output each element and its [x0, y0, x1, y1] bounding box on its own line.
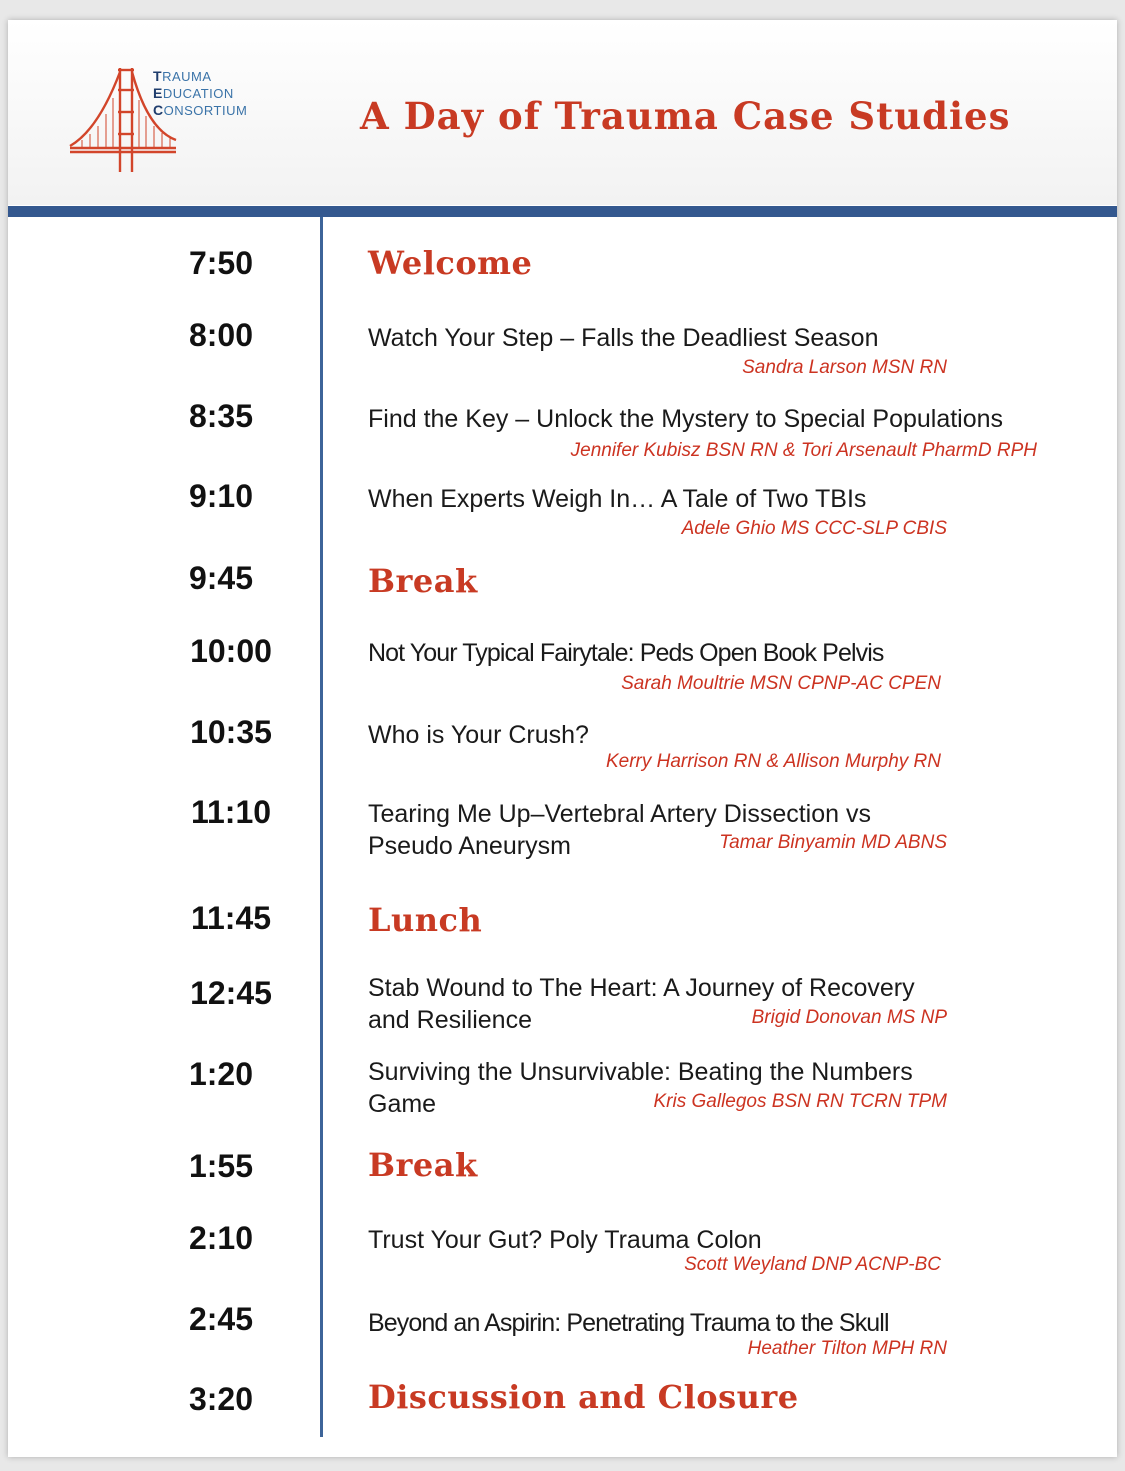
session-speaker: Heather Tilton MPH RN [747, 1338, 947, 1359]
break-label: Welcome [368, 244, 533, 282]
logo-initial-e: E [153, 85, 163, 101]
logo [68, 60, 268, 200]
time-label: 1:55 [188, 1148, 254, 1184]
time-label: 11:45 [190, 900, 272, 936]
page-title: A Day of Trauma Case Studies [360, 94, 1011, 138]
time-label: 8:35 [188, 398, 254, 434]
session-title-line1: Surviving the Unsurvivable: Beating the Numbers [368, 1058, 913, 1086]
logo-word-education: DUCATION [162, 86, 234, 101]
logo-word-consortium: ONSORTIUM [163, 103, 248, 118]
time-label: 2:10 [188, 1220, 254, 1256]
session-speaker: Adele Ghio MS CCC-SLP CBIS [681, 518, 947, 539]
session-speaker: Kris Gallegos BSN RN TCRN TPM [653, 1091, 947, 1112]
session-title-line1: Stab Wound to The Heart: A Journey of Recovery [368, 974, 915, 1002]
session-title: Watch Your Step – Falls the Deadliest Season [368, 324, 879, 352]
logo-word-trauma: RAUMA [162, 69, 212, 84]
break-label: Discussion and Closure [368, 1378, 799, 1416]
session-title: Not Your Typical Fairytale: Peds Open Book Pelvis [368, 639, 884, 667]
time-label: 7:50 [188, 245, 254, 281]
break-label: Break [368, 1146, 478, 1184]
session-title-line2: Pseudo Aneurysm [368, 832, 571, 860]
session-speaker: Kerry Harrison RN & Allison Murphy RN [605, 751, 941, 772]
time-label: 10:00 [190, 633, 272, 669]
session-title-line2: Game [368, 1090, 437, 1118]
timeline-divider [320, 217, 323, 1437]
time-label: 2:45 [188, 1301, 254, 1337]
time-label: 8:00 [188, 317, 254, 353]
time-label: 1:20 [188, 1056, 254, 1092]
time-label: 12:45 [190, 975, 272, 1011]
logo-text [153, 68, 247, 119]
break-label: Lunch [368, 901, 483, 939]
time-label: 10:35 [190, 714, 272, 750]
session-title: When Experts Weigh In… A Tale of Two TBIs [368, 485, 867, 513]
session-title-line1: Tearing Me Up–Vertebral Artery Dissection vs [368, 800, 871, 828]
logo-initial-c: C [153, 102, 164, 118]
break-label: Break [368, 562, 478, 600]
session-title: Beyond an Aspirin: Penetrating Trauma to the Skull [368, 1309, 889, 1337]
agenda-page [8, 20, 1117, 1457]
session-speaker: Sarah Moultrie MSN CPNP-AC CPEN [621, 673, 941, 694]
session-speaker: Sandra Larson MSN RN [742, 357, 947, 378]
time-label: 11:10 [190, 794, 272, 830]
session-speaker: Jennifer Kubisz BSN RN & Tori Arsenault PharmD RPH [570, 440, 1037, 461]
session-title-line2: and Resilience [368, 1006, 532, 1034]
time-label: 9:10 [188, 478, 254, 514]
session-speaker: Scott Weyland DNP ACNP-BC [684, 1254, 941, 1275]
session-title: Find the Key – Unlock the Mystery to Special Populations [368, 405, 1004, 433]
time-label: 9:45 [188, 560, 254, 596]
time-label: 3:20 [188, 1381, 254, 1417]
header [8, 20, 1117, 205]
header-divider [8, 206, 1117, 217]
session-title: Trust Your Gut? Poly Trauma Colon [368, 1226, 762, 1254]
session-speaker: Brigid Donovan MS NP [751, 1007, 947, 1028]
session-speaker: Tamar Binyamin MD ABNS [719, 832, 947, 853]
session-title: Who is Your Crush? [368, 721, 589, 749]
logo-initial-t: T [153, 68, 163, 84]
